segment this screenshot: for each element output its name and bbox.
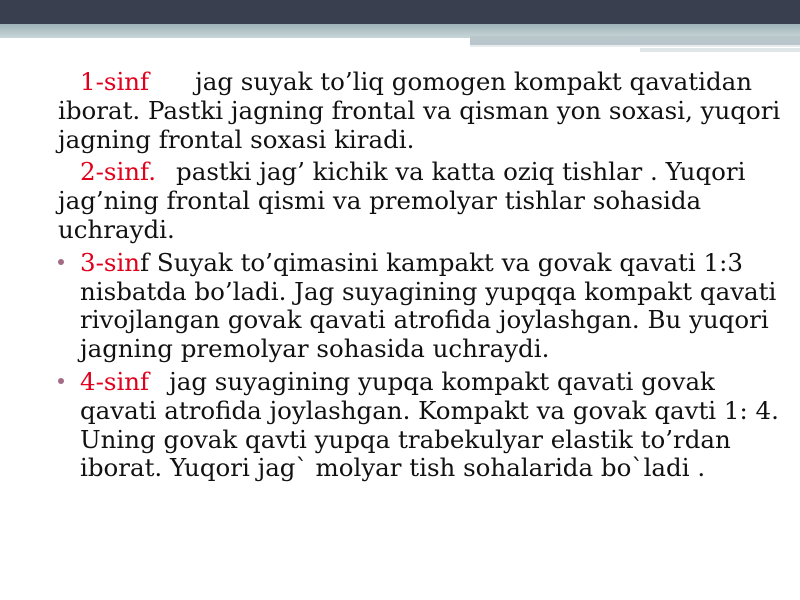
class-label-1: 1-sinf — [80, 67, 150, 96]
class-text-1: jag suyak to’liq gomogen kompakt qavatidan iborat. Pastki jagning frontal va qisman yon soxasi, yuqori jagning frontal soxasi kiradi. — [58, 67, 781, 154]
header-accent — [470, 36, 800, 47]
class-label-3: 3-sin — [80, 247, 141, 277]
bullet-class-3 — [58, 249, 788, 364]
header-bar-dark — [0, 0, 800, 24]
class-label-4: 4-sinf — [80, 366, 150, 396]
class-label-2: 2-sinf. — [80, 157, 157, 187]
class-text-2: pastki jag’ kichik va katta oziq tishlar . Yuqori jag’ning frontal qismi va premolyar tishlar sohasida uchraydi. — [58, 157, 746, 244]
slide-body — [58, 68, 788, 487]
bullet-class-4 — [58, 368, 788, 483]
paragraph-class-1 — [58, 68, 788, 154]
bullet-dot-icon — [58, 259, 64, 265]
class-text-4: jag suyagining yupqa kompakt qavati govak qavati atrofida joylashgan. Kompakt va govak qavti 1: 4. Uning govak qavti yupqa trabekulyar elastik to’rdan iborat. Yuqori jag` molyar tish sohalarida bo`ladi . — [80, 366, 779, 483]
class-text-3: f Suyak to’qimasini kampakt va govak qavati 1:3 nisbatda bo’ladi. Jag suyagining yupqqa kompakt qavati rivojlangan govak qavati atrofida joylashgan. Bu yuqori jagning premolyar sohasida uchraydi. — [80, 247, 777, 364]
paragraph-class-2 — [58, 158, 788, 244]
bullet-dot-icon — [58, 378, 64, 384]
header-accent-line — [640, 48, 800, 52]
